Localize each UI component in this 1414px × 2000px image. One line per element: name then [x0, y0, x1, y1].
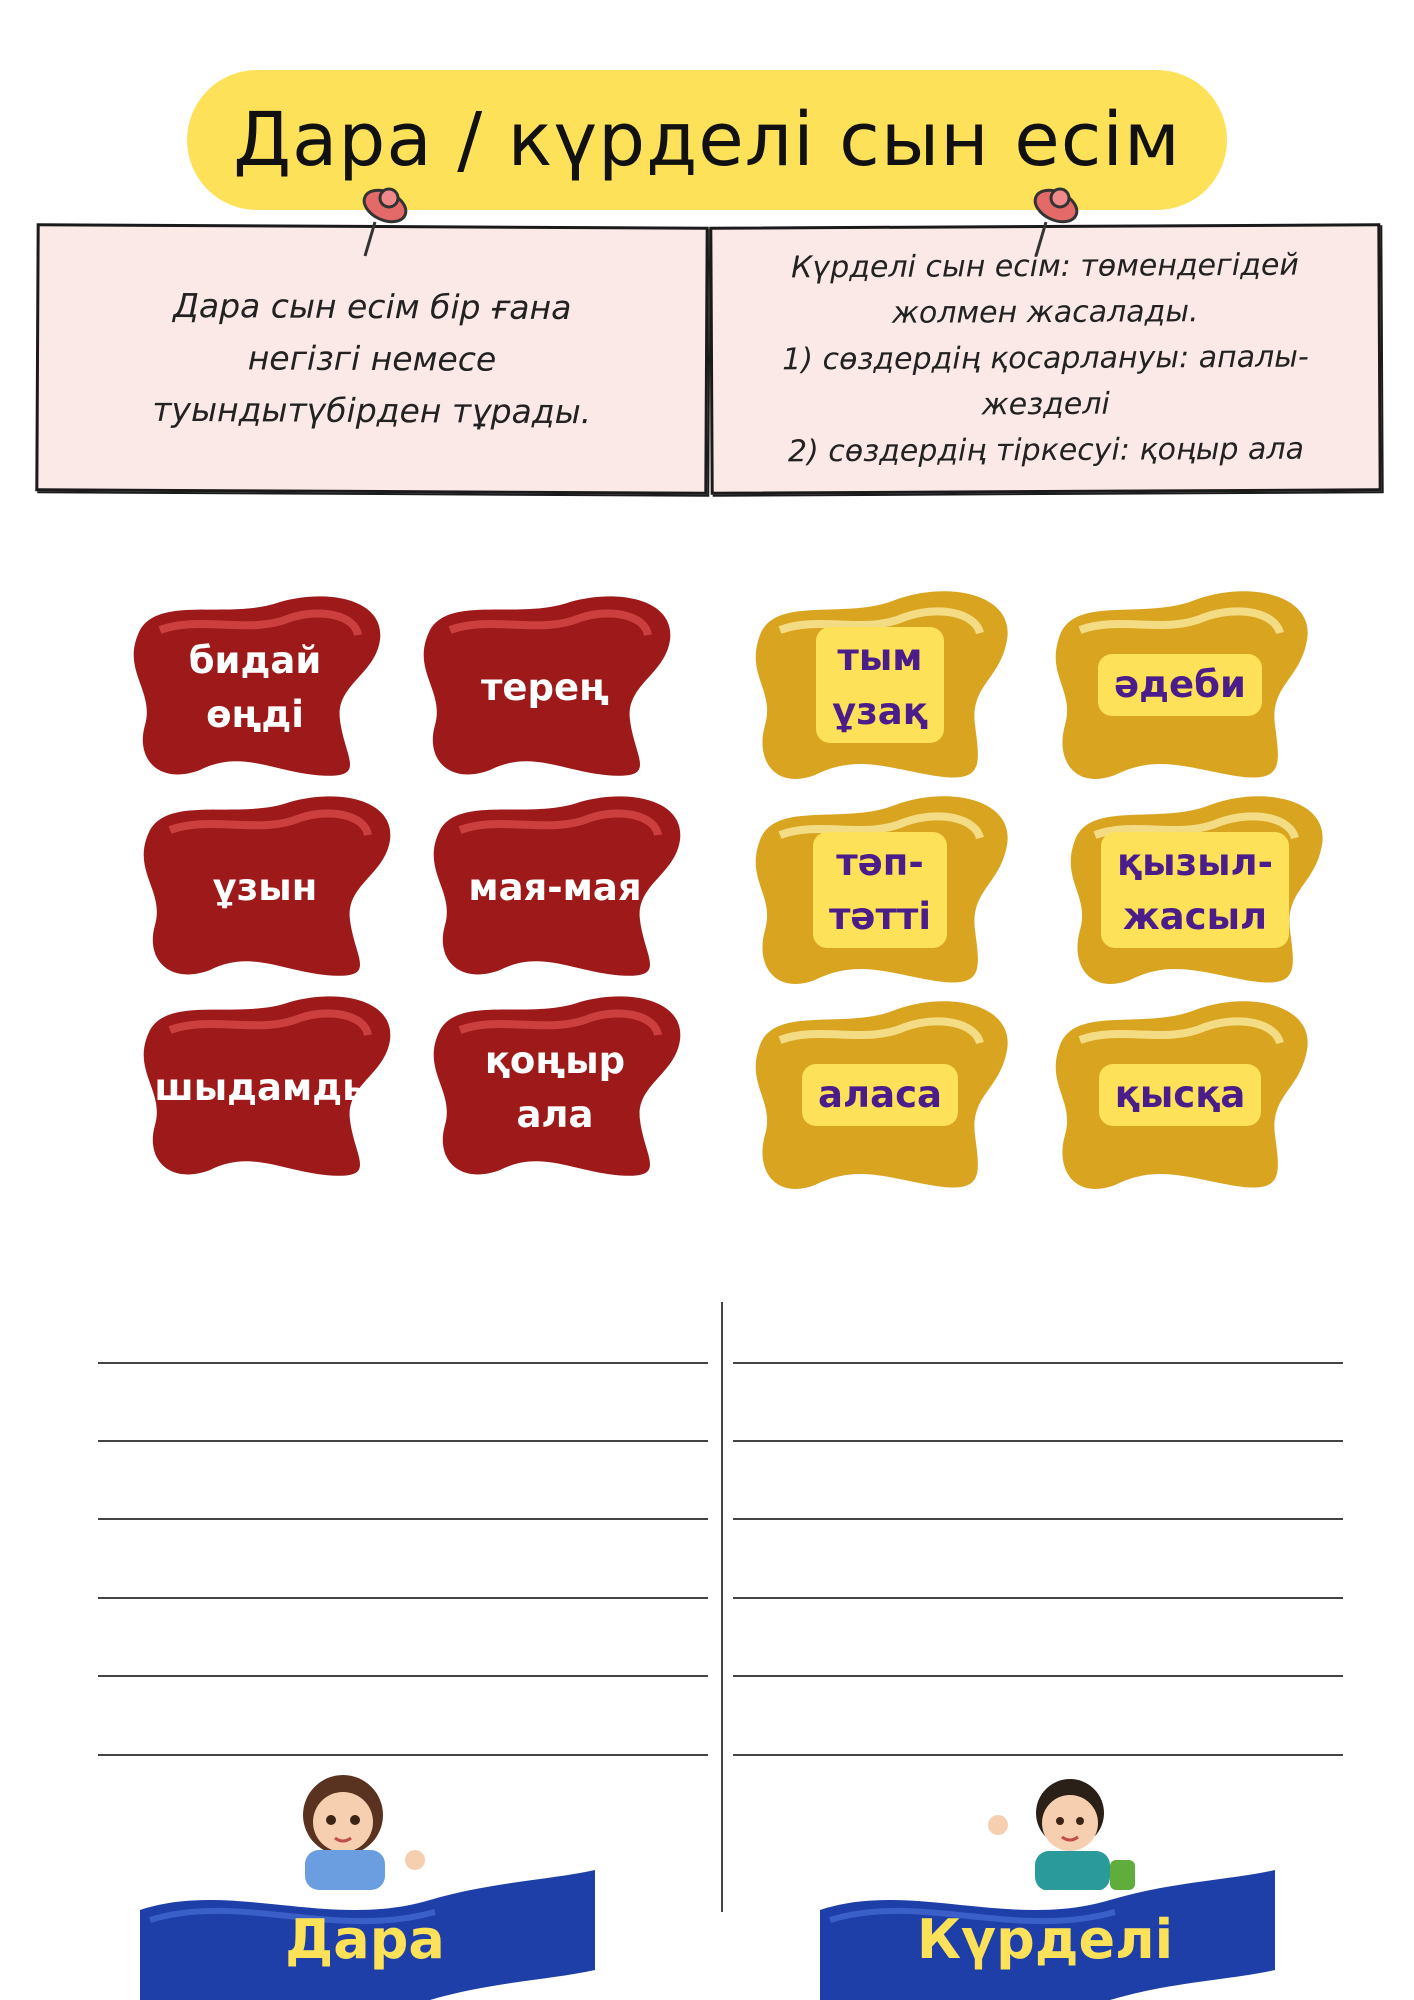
word-line: тым — [837, 636, 923, 679]
word-card-red[interactable] — [130, 790, 400, 985]
word-card-gold[interactable] — [1045, 995, 1315, 1195]
word-card-gold[interactable] — [1060, 790, 1330, 990]
word-line: шыдамды — [154, 1065, 376, 1109]
word-line: қысқа — [1114, 1073, 1246, 1116]
page-title: Дара / күрделі сын есім — [233, 97, 1181, 183]
answer-line[interactable] — [733, 1440, 1343, 1442]
word-line: қоңыр — [484, 1038, 626, 1082]
word-line: өңді — [206, 692, 304, 736]
answer-line[interactable] — [733, 1754, 1343, 1756]
pushpin-icon — [1026, 182, 1082, 260]
note-single-adjective — [35, 223, 708, 495]
word-card-gold[interactable] — [745, 790, 1015, 990]
note-line: Күрделі сын есім: төмендегідей — [791, 247, 1299, 286]
word-card-red[interactable] — [420, 790, 690, 985]
answer-line[interactable] — [98, 1597, 708, 1599]
column-divider — [721, 1302, 723, 1912]
answer-line[interactable] — [733, 1518, 1343, 1520]
word-line: бидай — [188, 638, 322, 682]
answer-line[interactable] — [98, 1518, 708, 1520]
word-line: қызыл- — [1117, 841, 1273, 884]
answer-line[interactable] — [733, 1362, 1343, 1364]
word-line: терең — [480, 665, 609, 709]
answer-line[interactable] — [98, 1362, 708, 1364]
word-card-red[interactable] — [410, 590, 680, 785]
word-line: ала — [516, 1092, 594, 1136]
word-line: ұзақ — [832, 690, 928, 733]
answer-line[interactable] — [733, 1675, 1343, 1677]
word-card-gold[interactable] — [1045, 585, 1315, 785]
word-line: әдеби — [1114, 663, 1246, 706]
word-card-gold[interactable] — [745, 995, 1015, 1195]
note-line: жезделі — [981, 386, 1110, 423]
answer-line[interactable] — [98, 1754, 708, 1756]
answer-line[interactable] — [733, 1597, 1343, 1599]
note-line: туындытүбірден тұрады. — [152, 389, 592, 432]
answer-line[interactable] — [98, 1440, 708, 1442]
word-line: тәтті — [828, 895, 932, 938]
banner-label-compound: Күрделі — [916, 1908, 1174, 1971]
word-line: жасыл — [1122, 895, 1268, 938]
banner-label-single: Дара — [285, 1908, 445, 1971]
word-line: тәп- — [836, 841, 924, 884]
word-line: ұзын — [212, 865, 318, 909]
word-card-red[interactable] — [130, 990, 400, 1185]
note-line: жолмен жасалады. — [891, 294, 1199, 331]
note-line: Дара сын есім бір ғана — [173, 285, 572, 328]
word-card-gold[interactable] — [745, 585, 1015, 785]
answer-line[interactable] — [98, 1675, 708, 1677]
note-line: 1) сөздердің қосарлануы: апалы- — [782, 339, 1309, 378]
note-line: негізгі немесе — [247, 338, 497, 379]
pushpin-icon — [355, 182, 411, 260]
word-line: мая-мая — [468, 865, 642, 909]
note-line: 2) сөздердің тіркесуі: қоңыр ала — [787, 431, 1305, 470]
word-line: аласа — [818, 1073, 942, 1116]
word-card-red[interactable] — [420, 990, 690, 1185]
word-card-red[interactable] — [120, 590, 390, 785]
note-compound-adjective — [709, 223, 1381, 495]
